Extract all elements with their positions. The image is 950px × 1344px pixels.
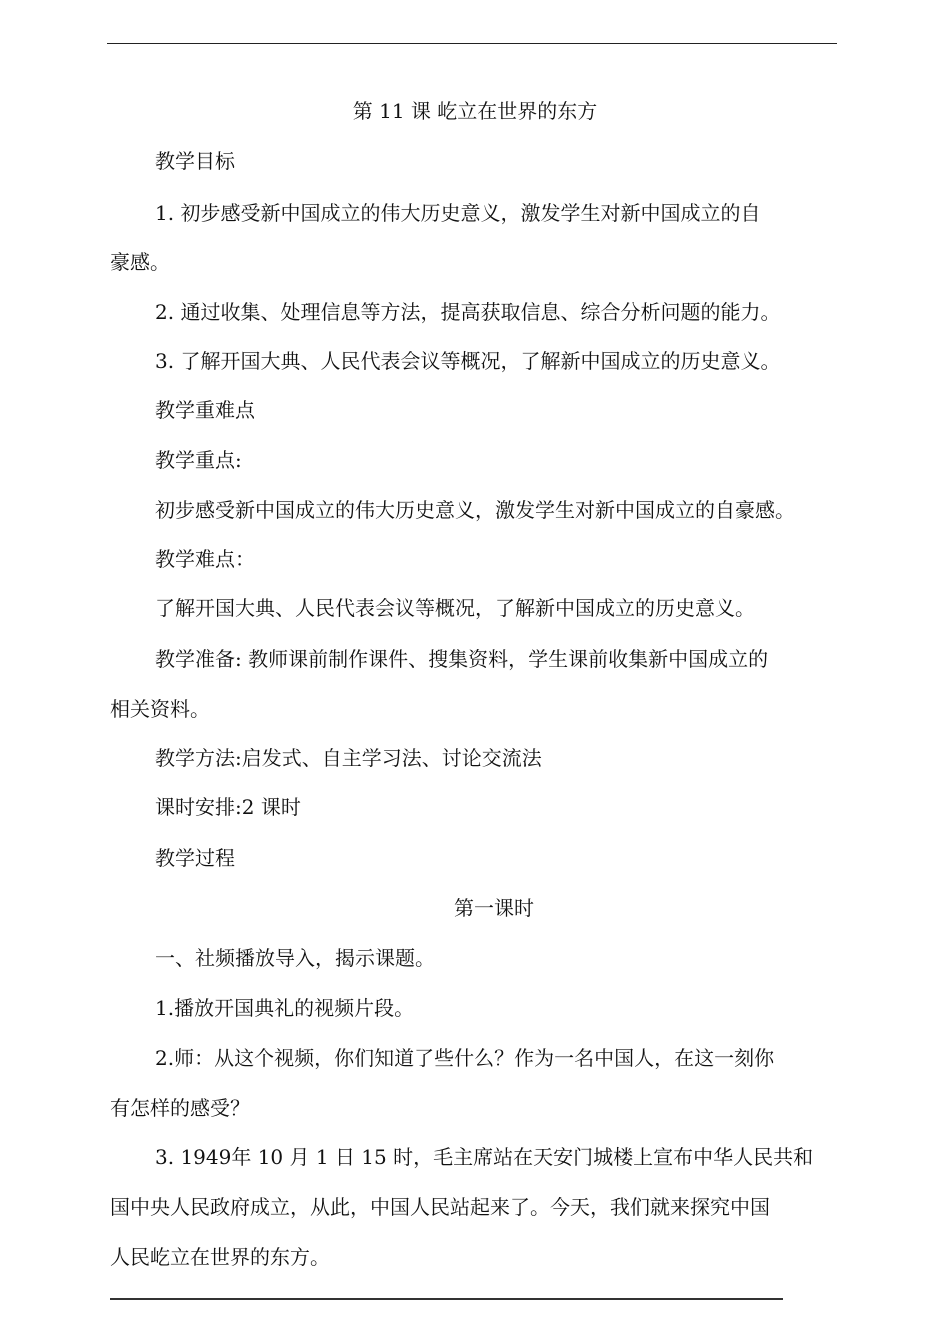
objective-1-line-2: 豪感。 [110,250,170,274]
header-rule [107,43,837,44]
step-2-line-2: 有怎样的感受？ [110,1096,250,1120]
heading-objectives: 教学目标 [155,149,235,173]
step-3-line-2: 国中央人民政府成立，从此，中国人民站起来了。今天，我们就来探究中国 [110,1195,770,1219]
heading-difficult-point: 教学难点： [155,547,255,571]
lesson-one-heading: 第一课时 [454,896,534,920]
step-3-line-1: 3. 1949年 10 月 1 日 15 时，毛主席站在天安门城楼上宣布中华人民共和 [155,1145,814,1169]
teaching-prep-line-1: 教学准备: 教师课前制作课件、搜集资料，学生课前收集新中国成立的 [155,647,769,671]
objective-2: 2. 通过收集、处理信息等方法，提高获取信息、综合分析问题的能力。 [155,300,781,324]
heading-teaching-process: 教学过程 [155,846,235,870]
objective-1-line-1: 1. 初步感受新中国成立的伟大历史意义，激发学生对新中国成立的自 [155,201,761,225]
class-schedule: 课时安排:2 课时 [155,795,301,819]
step-2-line-1: 2.师：从这个视频，你们知道了些什么？作为一名中国人，在这一刻你 [155,1046,775,1070]
teaching-methods: 教学方法:启发式、自主学习法、讨论交流法 [155,746,542,770]
section-1-heading: 一、社频播放导入，揭示课题。 [155,946,435,970]
step-1: 1.播放开国典礼的视频片段。 [155,996,415,1020]
heading-key-difficult-points: 教学重难点 [155,398,255,422]
objective-3: 3. 了解开国大典、人民代表会议等概况，了解新中国成立的历史意义。 [155,349,781,373]
teaching-prep-line-2: 相关资料。 [110,697,210,721]
key-point-text: 初步感受新中国成立的伟大历史意义，激发学生对新中国成立的自豪感。 [155,498,795,522]
lesson-title: 第 11 课 屹立在世界的东方 [352,99,598,123]
heading-key-point: 教学重点: [155,448,242,472]
step-3-line-3: 人民屹立在世界的东方。 [110,1245,330,1269]
footer-rule [110,1298,783,1300]
difficult-point-text: 了解开国大典、人民代表会议等概况，了解新中国成立的历史意义。 [155,596,755,620]
